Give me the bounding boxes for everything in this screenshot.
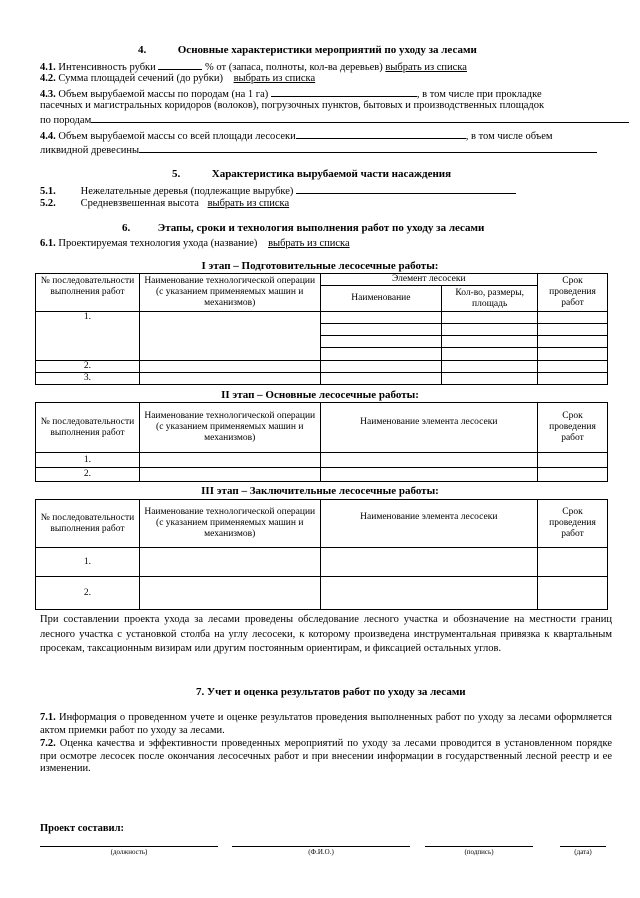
- item-4-3-species-field[interactable]: [91, 112, 629, 123]
- item-4-2-label: Сумма площадей сечений (до рубки): [58, 73, 223, 84]
- item-5-1: [40, 183, 516, 198]
- table-cell[interactable]: [442, 373, 538, 385]
- stage-1-col-operation: Наименование технологической операции (с указанием применяемых машин и механизмов): [139, 274, 320, 312]
- table-row-number: 1.: [36, 453, 140, 468]
- table-row-number: 1.: [36, 548, 140, 577]
- item-6-1: [40, 237, 350, 250]
- item-7-2-text: Оценка качества и эффективности проведенных мероприятий по уходу за лесами проводится в установленном порядке при осмотре лесосек после окончания лесосечных работ и при внесении информации в государственный лесной реестр и ее изменении.: [40, 738, 613, 774]
- signature-sign-field[interactable]: (подпись): [425, 846, 533, 856]
- table-cell[interactable]: [538, 468, 608, 482]
- table-cell[interactable]: [538, 373, 608, 385]
- stage-1-col-element: Элемент лесосеки: [320, 274, 538, 286]
- item-4-2: [40, 72, 315, 85]
- item-5-2-label: Средневзвешенная высота: [80, 198, 199, 209]
- stage-3-title: III этап – Заключительные лесосечные работы:: [201, 485, 439, 497]
- table-cell[interactable]: [320, 312, 442, 324]
- item-4-1-label: Интенсивность рубки: [58, 62, 156, 73]
- item-4-1-suffix: % от (запаса, полноты, кол-ва деревьев): [205, 62, 383, 73]
- table-cell[interactable]: [320, 348, 442, 361]
- table-cell[interactable]: [442, 361, 538, 373]
- prepared-by-label: Проект составил:: [40, 823, 124, 834]
- table-cell[interactable]: [320, 373, 442, 385]
- table-cell[interactable]: [538, 336, 608, 348]
- section-5-number: 5.: [172, 168, 181, 180]
- stage-3-col-number: № последовательности выполнения работ: [36, 500, 140, 548]
- section-5-title: Характеристика вырубаемой части насаждения: [211, 168, 452, 180]
- table-cell[interactable]: [538, 348, 608, 361]
- table-cell[interactable]: [139, 468, 320, 482]
- table-cell[interactable]: [320, 324, 442, 336]
- item-7-2-number: 7.2.: [40, 738, 56, 749]
- table-row-number: 1.: [36, 312, 140, 361]
- stage-1-table: [35, 273, 608, 385]
- item-4-4-line2-label: ликвидной древесины: [40, 145, 140, 156]
- table-cell[interactable]: [538, 548, 608, 577]
- item-5-1-number: 5.1.: [40, 186, 56, 197]
- item-6-1-select[interactable]: выбрать из списка: [268, 238, 350, 249]
- stage-1-col-element-name: Наименование: [320, 286, 442, 312]
- item-5-2-select[interactable]: выбрать из списка: [207, 198, 290, 209]
- stage-2-title: II этап – Основные лесосечные работы:: [221, 389, 419, 401]
- stage-1-col-element-qty: Кол-во, размеры, площадь: [442, 286, 538, 312]
- table-cell[interactable]: [320, 336, 442, 348]
- item-4-4-number: 4.4.: [40, 131, 56, 142]
- item-4-4-liquid-field[interactable]: [139, 142, 597, 153]
- table-cell[interactable]: [320, 468, 537, 482]
- item-4-2-number: 4.2.: [40, 73, 56, 84]
- section-6-heading: [122, 222, 484, 235]
- table-cell[interactable]: [320, 361, 442, 373]
- table-cell[interactable]: [320, 548, 537, 577]
- item-5-1-label: Нежелательные деревья (подлежащие вырубке): [80, 186, 294, 197]
- section-5-heading: [172, 168, 451, 181]
- table-cell[interactable]: [139, 361, 320, 373]
- stage-2-col-term: Срок проведения работ: [538, 403, 608, 453]
- stage-1-col-term: Срок проведения работ: [538, 274, 608, 312]
- table-row-number: 2.: [36, 577, 140, 610]
- stage-1-col-number: № последовательности выполнения работ: [36, 274, 140, 312]
- stage-2-table: [35, 402, 608, 482]
- table-row-number: 2.: [36, 468, 140, 482]
- item-4-1-value-field[interactable]: [158, 59, 202, 70]
- signature-name-field[interactable]: (Ф.И.О.): [232, 846, 410, 856]
- table-cell[interactable]: [139, 548, 320, 577]
- table-cell[interactable]: [538, 324, 608, 336]
- item-6-1-number: 6.1.: [40, 238, 56, 249]
- table-cell[interactable]: [139, 453, 320, 468]
- table-cell[interactable]: [139, 312, 320, 361]
- item-6-1-label: Проектируемая технология ухода (название): [58, 238, 258, 249]
- item-4-3-line3-label: по породам: [40, 115, 92, 126]
- stage-1-title: I этап – Подготовительные лесосечные работы:: [201, 260, 439, 272]
- item-4-3-number: 4.3.: [40, 89, 56, 100]
- item-4-3-label: Объем вырубаемой массы по породам (на 1 га): [58, 89, 269, 100]
- item-5-1-field[interactable]: [296, 183, 516, 194]
- item-5-2: [40, 197, 289, 210]
- table-cell[interactable]: [538, 312, 608, 324]
- item-4-4-line2: [40, 142, 597, 157]
- table-row-number: 2.: [36, 361, 140, 373]
- table-cell[interactable]: [139, 373, 320, 385]
- section-6-title: Этапы, сроки и технология выполнения работ по уходу за лесами: [157, 222, 485, 234]
- section-6-number: 6.: [122, 222, 131, 234]
- stage-3-col-element: Наименование элемента лесосеки: [320, 500, 537, 548]
- signature-position-field[interactable]: (должность): [40, 846, 218, 856]
- table-cell[interactable]: [442, 336, 538, 348]
- item-4-1-select[interactable]: выбрать из списка: [385, 62, 467, 73]
- item-4-4-label: Объем вырубаемой массы со всей площади лесосеки: [58, 131, 296, 142]
- table-cell[interactable]: [442, 348, 538, 361]
- table-row-number: 3.: [36, 373, 140, 385]
- table-cell[interactable]: [538, 577, 608, 610]
- section-4-title: Основные характеристики мероприятий по уходу за лесами: [177, 44, 477, 56]
- item-4-3-value-field[interactable]: [271, 86, 417, 97]
- section-4-number: 4.: [138, 44, 147, 56]
- stage-3-col-operation: Наименование технологической операции (с указанием применяемых машин и механизмов): [139, 500, 320, 548]
- stage-2-col-operation: Наименование технологической операции (с указанием применяемых машин и механизмов): [139, 403, 320, 453]
- table-cell[interactable]: [442, 312, 538, 324]
- item-4-3-line3: [40, 112, 629, 127]
- table-cell[interactable]: [538, 361, 608, 373]
- section-7-title: 7. Учет и оценка результатов работ по уходу за лесами: [196, 686, 466, 698]
- item-4-4-tail: , в том числе объем: [465, 131, 553, 142]
- item-7-1-text: Информация о проведенном учете и оценке результатов проведения выполненных работ по уходу за лесами оформляется актом приемки работ по уходу за лесами.: [40, 712, 612, 736]
- signature-date-field[interactable]: (дата): [560, 846, 606, 856]
- item-4-2-select[interactable]: выбрать из списка: [233, 73, 316, 84]
- survey-note-paragraph: При составлении проекта ухода за лесами проведены обследование лесного участка и обозначение на местности границ лесного участка с установкой столба на углу лесосеки, к которому произведена инструментальная привязка к квартальным просекам, таксационным визирам или другим постоянным ориентирам, и фиксацией остальных углов.: [40, 614, 612, 654]
- item-7-2: [40, 738, 612, 776]
- section-4-heading: [138, 44, 477, 57]
- stage-3-table: [35, 499, 608, 610]
- table-cell[interactable]: [139, 577, 320, 610]
- table-cell[interactable]: [442, 324, 538, 336]
- table-cell[interactable]: [320, 453, 537, 468]
- item-4-4: [40, 128, 553, 143]
- item-4-3-tail: , в том числе при прокладке: [416, 89, 542, 100]
- table-cell[interactable]: [538, 453, 608, 468]
- item-4-3-line2: пасечных и магистральных коридоров (волоков), погрузочных пунктов, бытовых и производственных площадок: [40, 100, 545, 111]
- item-4-4-value-field[interactable]: [296, 128, 466, 139]
- item-7-1: [40, 712, 612, 737]
- stage-3-col-term: Срок проведения работ: [538, 500, 608, 548]
- stage-2-col-number: № последовательности выполнения работ: [36, 403, 140, 453]
- item-4-1-number: 4.1.: [40, 62, 56, 73]
- table-cell[interactable]: [320, 577, 537, 610]
- item-7-1-number: 7.1.: [40, 712, 56, 723]
- item-5-2-number: 5.2.: [40, 198, 56, 209]
- stage-2-col-element: Наименование элемента лесосеки: [320, 403, 537, 453]
